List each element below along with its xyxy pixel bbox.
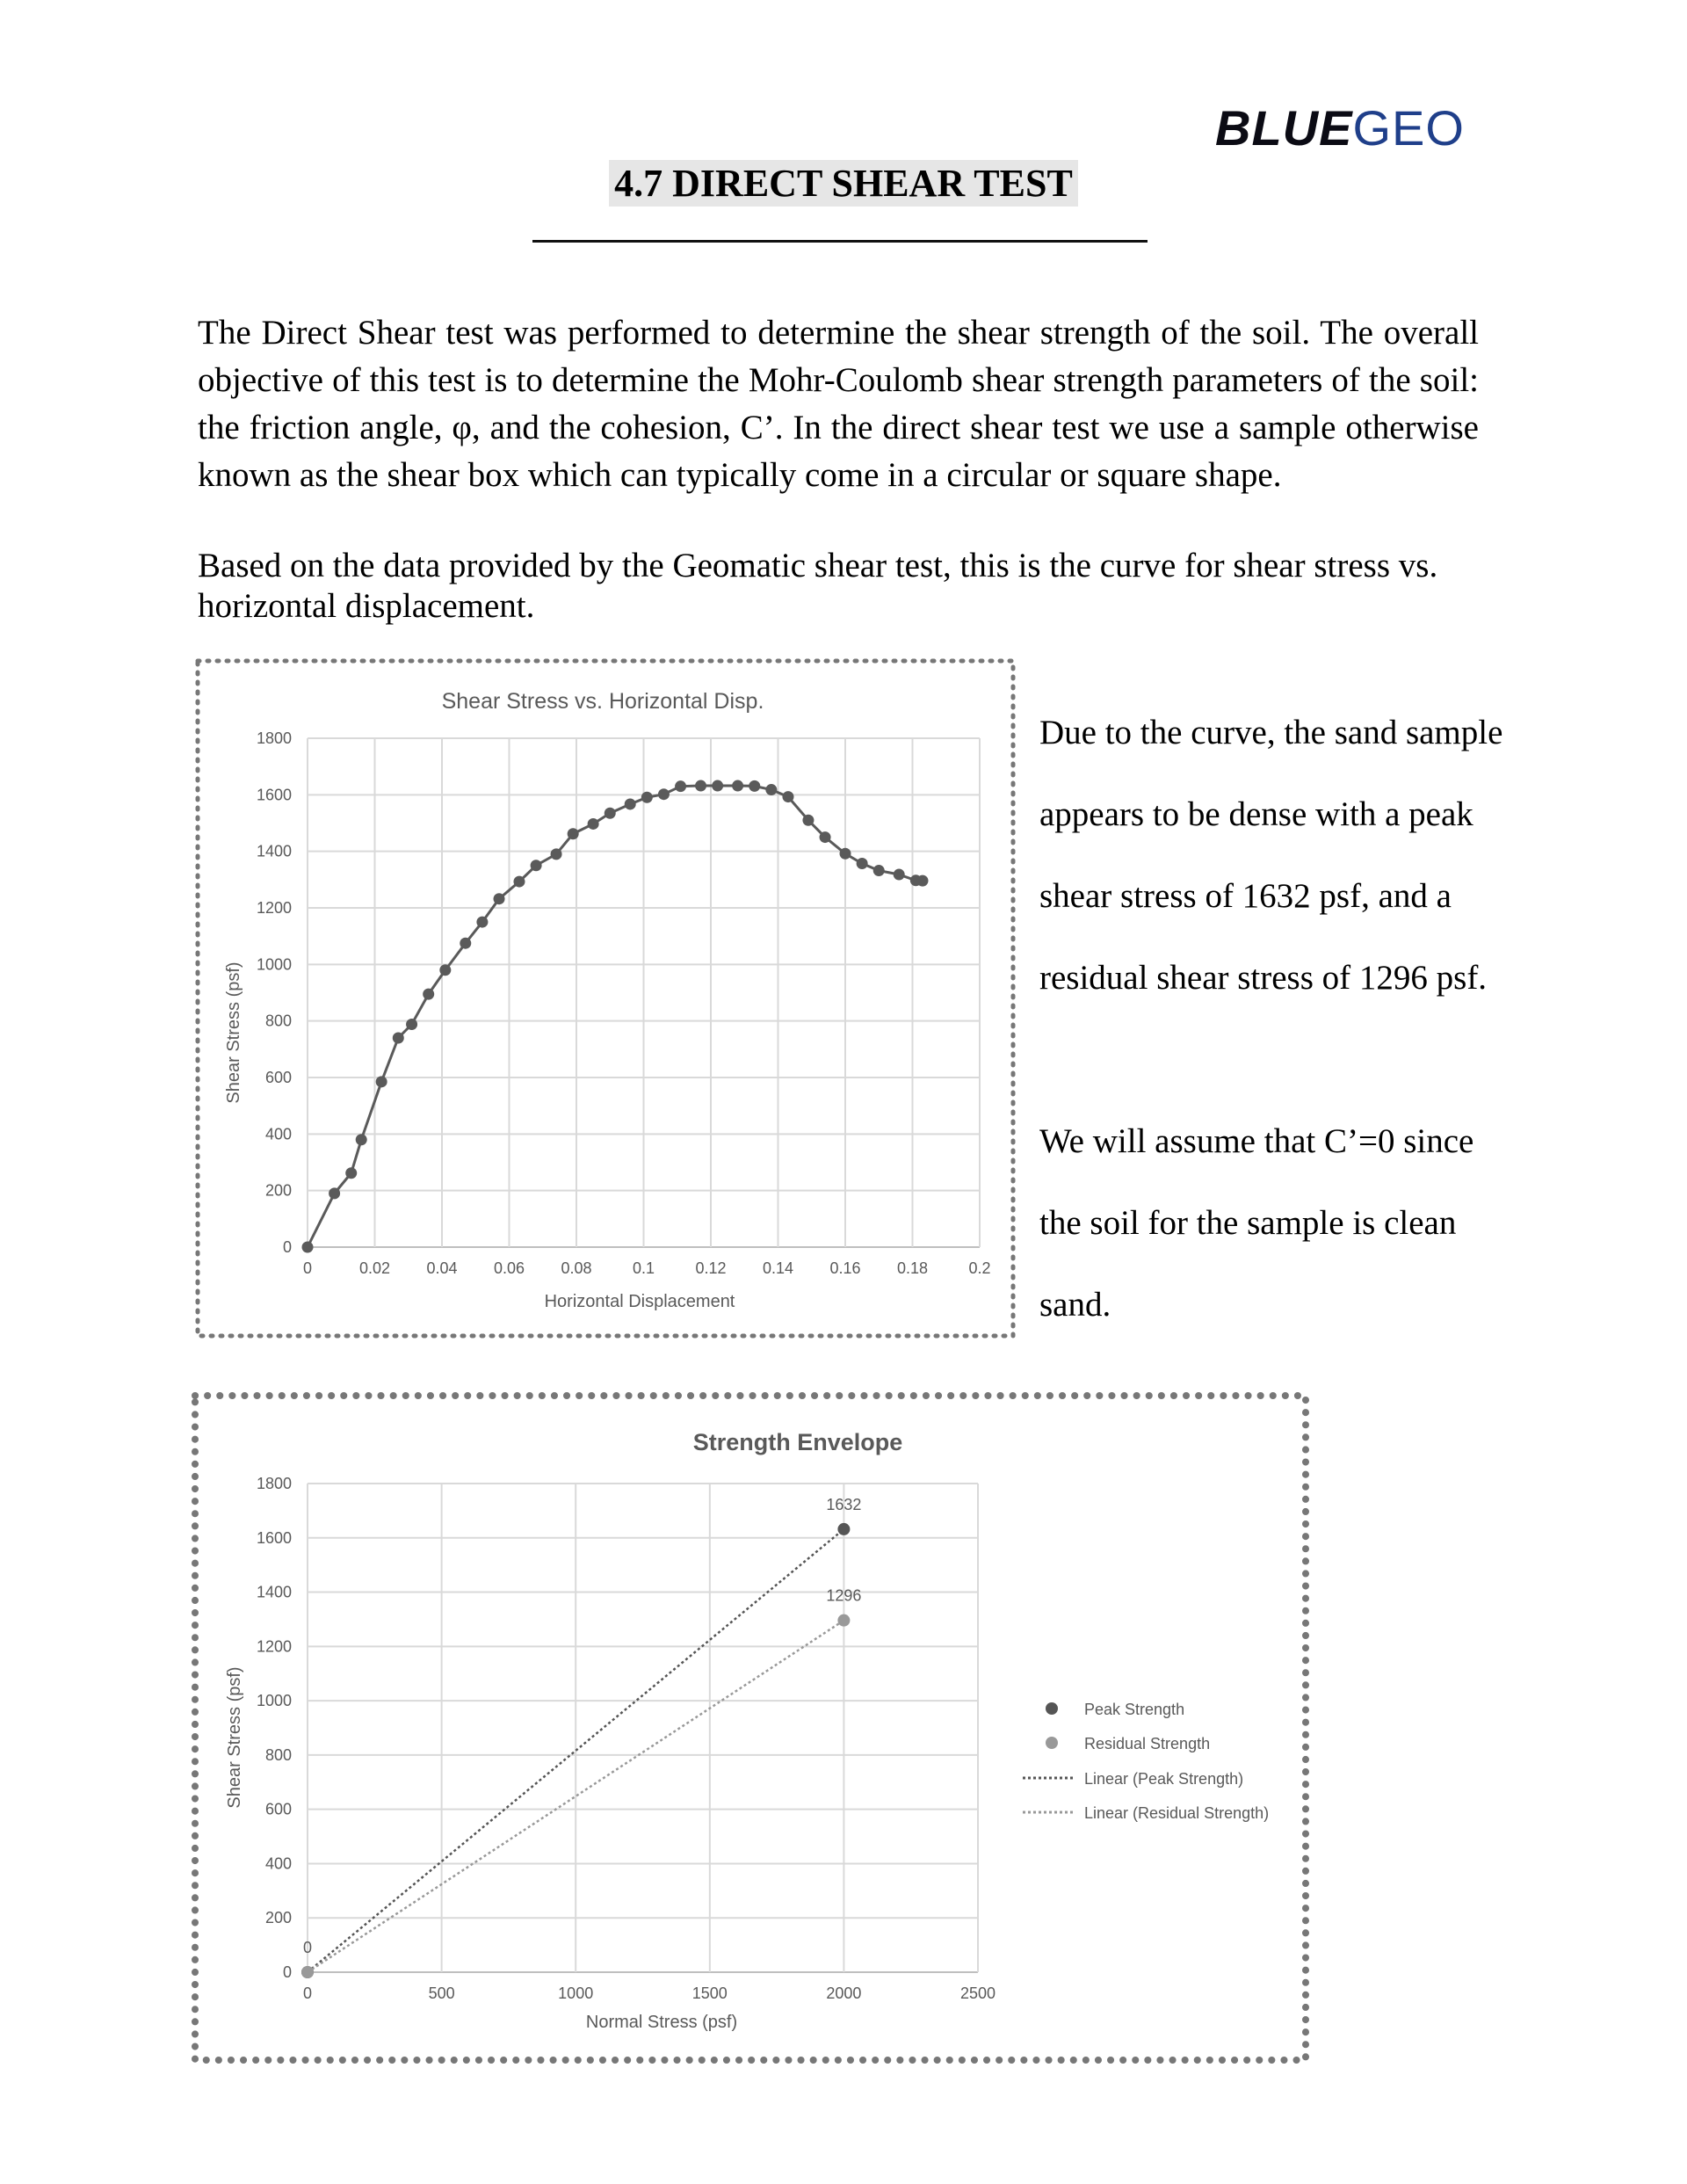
chart1-data-point [605,808,616,819]
chart1-data-point [658,788,670,800]
chart1-data-point [345,1167,357,1179]
chart2-data-label: 1296 [826,1586,862,1605]
chart2-x-tick-label: 2500 [959,1984,996,2002]
chart2-y-tick-label: 1400 [256,1583,292,1601]
chart2-title: Strength Envelope [692,1429,903,1455]
side-line: We will assume that C’=0 since [1039,1122,1474,1160]
chart2-y-tick-label: 1000 [256,1692,292,1710]
page-title-text: 4.7 DIRECT SHEAR TEST [609,160,1078,207]
bluegeo-logo [1215,100,1465,156]
chart1-x-tick-label: 0.08 [561,1259,592,1277]
legend-marker-peak [1046,1702,1058,1715]
chart1-data-point [749,780,760,792]
chart2-y-tick-label: 800 [264,1745,292,1764]
chart1-data-point [423,989,434,1000]
chart1-x-tick-label: 0.16 [829,1259,861,1277]
chart1-y-tick-label: 600 [264,1069,292,1086]
chart2-y-tick-label: 1600 [256,1528,292,1547]
chart2-y-tick-label: 1800 [256,1475,292,1492]
chart1-y-tick-label: 0 [282,1238,292,1256]
chart1-data-point [873,865,885,876]
chart1-data-point [840,848,851,860]
chart1-y-tick-label: 200 [264,1181,292,1200]
chart1-x-tick-label: 0.14 [762,1259,794,1277]
legend-peak-trend: Linear (Peak Strength) [1084,1770,1244,1788]
chart2-data-point [837,1523,850,1535]
side-line: shear stress of 1632 psf, and a [1039,877,1452,915]
chart1-x-tick-label: 0.04 [426,1259,458,1277]
chart2-x-tick-label: 2000 [826,1984,862,2002]
chart1-data-point [568,828,579,839]
logo-light-text: GEO [1352,100,1465,156]
chart2-x-tick-label: 1500 [691,1984,728,2002]
chart1-y-tick-label: 1800 [256,729,292,747]
chart2-data-point [837,1614,850,1627]
strength-envelope-chart [192,1392,1309,2064]
chart1-data-point [765,784,777,795]
chart1-data-point [439,964,451,976]
chart2-x-tick-label: 500 [428,1984,455,2002]
chart1-xlabel: Horizontal Displacement [544,1292,735,1311]
chart1-data-point [802,815,814,826]
chart1-data-point [494,893,505,904]
chart1-data-point [329,1187,340,1199]
intro-paragraph: The Direct Shear test was performed to determine the shear strength of the soil. The overall objective of this test is to determine the Mohr-Coulomb shear strength parameters of the soil: the friction angle, φ, and the cohesion, C’. In the direct shear test we use a sample otherwise known as the shear box which can typically come in a circular or square shape. [198,314,1479,494]
chart2-data-label: 1632 [826,1495,862,1513]
chart2-xlabel: Normal Stress (psf) [585,2013,738,2032]
chart2-y-tick-label: 400 [264,1854,292,1873]
side-line: appears to be dense with a peak [1039,795,1473,833]
chart1-x-tick-label: 0.2 [968,1259,991,1277]
data-sentence: Based on the data provided by the Geomatic shear test, this is the curve for shear stress vs. horizontal displacement. [198,547,1438,625]
side-line: Due to the curve, the sand sample [1039,714,1503,751]
chart1-data-point [641,792,653,803]
chart1-x-tick-label: 0.18 [896,1259,929,1277]
chart1-y-tick-label: 800 [264,1012,292,1030]
chart1-data-point [302,1242,314,1253]
chart1-data-point [820,831,831,843]
chart1-series-line [308,786,923,1247]
chart1-data-point [675,780,686,792]
chart1-data-point [712,780,723,792]
chart1-y-tick-label: 1600 [256,786,292,804]
chart1-data-point [476,917,488,928]
chart1-data-point [916,875,928,887]
chart1-ylabel: Shear Stress (psf) [224,961,243,1104]
chart1-data-point [894,869,905,881]
chart1-y-tick-label: 1000 [256,955,292,974]
chart1-data-point [460,938,471,949]
chart2-ylabel: Shear Stress (psf) [225,1666,244,1809]
shear-displacement-chart [195,658,1016,1339]
chart2-y-tick-label: 0 [282,1963,292,1981]
chart1-data-point [406,1019,417,1030]
chart1-y-tick-label: 400 [264,1125,292,1143]
chart1-data-point [376,1076,387,1087]
chart1-data-point [531,860,542,871]
chart1-data-point [695,780,706,792]
legend-marker-residual [1046,1737,1058,1749]
chart1-y-tick-label: 1200 [256,899,292,917]
chart1-data-point [732,780,743,792]
chart1-data-point [588,818,599,830]
chart2-x-tick-label: 1000 [558,1984,594,2002]
side-commentary [1039,708,1567,1362]
side-spacer [1039,1035,1567,1117]
chart1-x-tick-label: 0.06 [493,1259,525,1277]
chart1-data-point [356,1134,367,1145]
chart1-data-point [857,858,868,869]
chart1-x-tick-label: 0.12 [695,1259,727,1277]
legend-residual-trend: Linear (Residual Strength) [1084,1804,1270,1822]
page-title [0,161,1687,206]
legend-peak: Peak Strength [1084,1701,1185,1718]
chart2-legend [1023,1701,1269,1822]
chart1-data-point [625,798,636,809]
strength-envelope-chart-frame [192,1392,1309,2064]
chart1-y-tick-label: 1400 [256,842,292,860]
chart1-data-point [393,1032,404,1043]
chart1-x-tick-label: 0.02 [358,1259,391,1277]
side-line: sand. [1039,1286,1111,1324]
chart1-data-point [782,791,793,802]
side-line: the soil for the sample is clean [1039,1204,1457,1242]
logo-bold-text: BLUE [1215,100,1353,156]
chart2-y-tick-label: 600 [264,1800,292,1818]
chart1-title: Shear Stress vs. Horizontal Disp. [441,689,764,714]
legend-residual: Residual Strength [1084,1735,1211,1752]
shear-displacement-chart-frame [195,658,1016,1339]
chart2-y-tick-label: 1200 [256,1637,292,1656]
side-line: residual shear stress of 1296 psf. [1039,959,1488,997]
chart1-data-point [551,848,562,860]
chart2-data-point [301,1966,314,1978]
chart2-data-label: 0 [302,1939,313,1956]
title-underline [532,240,1148,243]
chart2-x-tick-label: 0 [302,1984,313,2002]
chart1-x-tick-label: 0 [302,1259,313,1277]
chart2-y-tick-label: 200 [264,1909,292,1927]
chart1-x-tick-label: 0.1 [632,1259,655,1277]
chart1-data-point [513,876,525,888]
